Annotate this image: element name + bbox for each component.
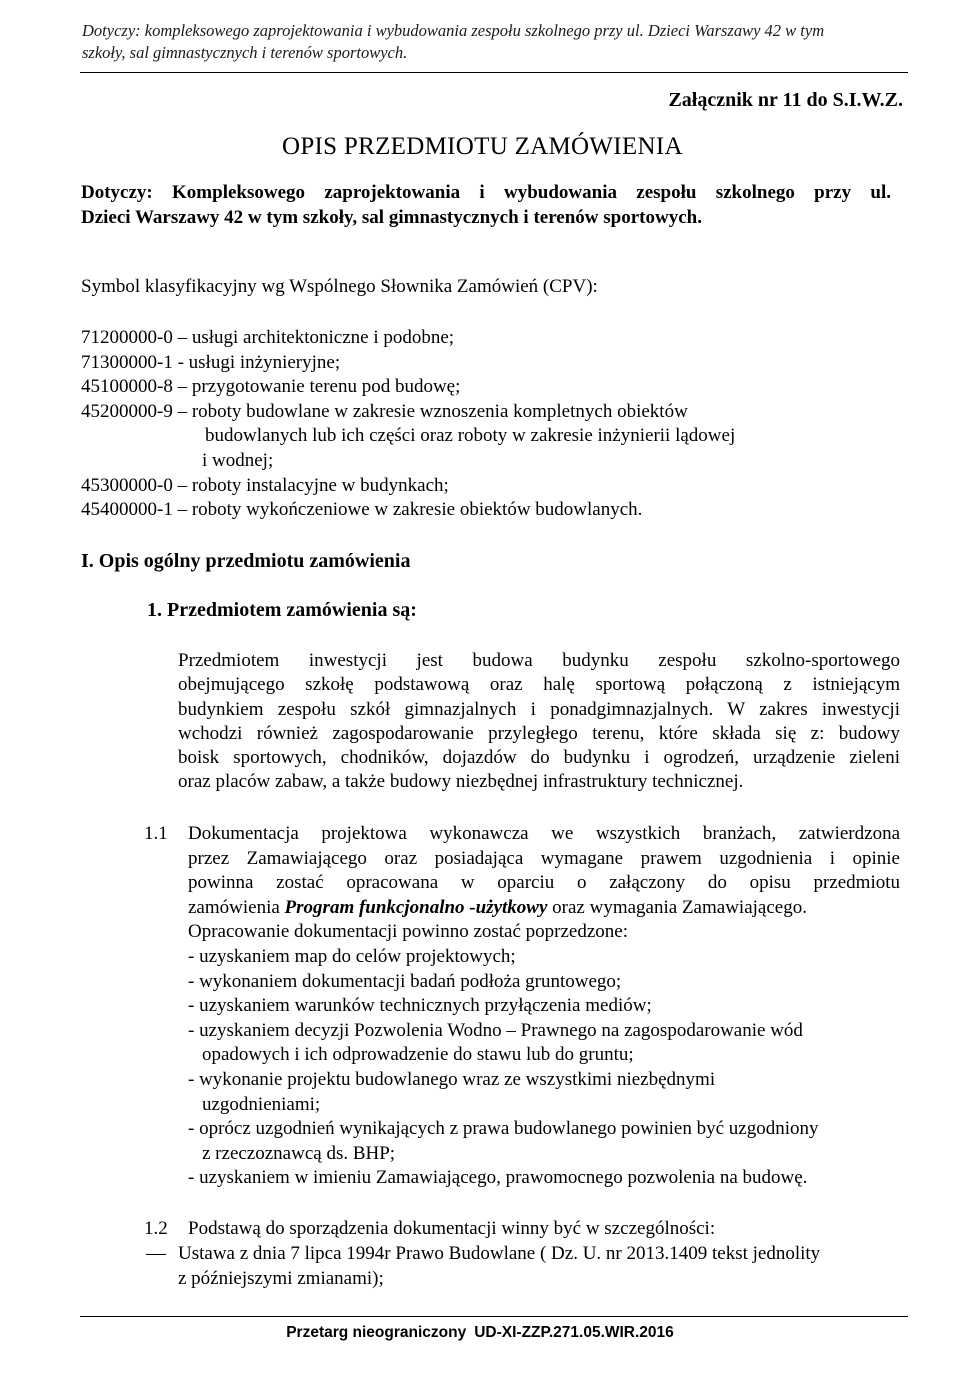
paragraph-line: wchodzi również zagospodarowanie przyległego terenu, które składa się z: budowy: [178, 722, 900, 744]
text-run: zamówienia: [188, 896, 285, 918]
cpv-item: 71200000-0 – usługi architektoniczne i podobne;: [81, 327, 455, 348]
running-header: [82, 20, 902, 64]
subsection-number: 1.2: [144, 1218, 168, 1239]
cpv-item-continuation: budowlanych lub ich części oraz roboty w zakresie inżynierii lądowej: [205, 425, 736, 447]
bullet-item: - uzyskaniem w imieniu Zamawiającego, prawomocnego pozwolenia na budowę.: [188, 1167, 808, 1189]
dash-bullet: [146, 1254, 166, 1291]
bullet-item: - oprócz uzgodnień wynikających z prawa budowlanego powinien być uzgodniony: [188, 1118, 819, 1140]
paragraph-line: Przedmiotem inwestycji jest budowa budynku zespołu szkolno-sportowego: [178, 650, 900, 671]
subsection-body: [188, 822, 900, 1191]
paragraph-line: budynkiem zespołu szkół gimnazjalnych i ponadgimnazjalnych. W zakres inwestycji: [178, 698, 900, 720]
legal-basis-list: [146, 1242, 906, 1291]
item-1-heading: 1. Przedmiotem zamówienia są:: [147, 599, 417, 621]
subsection-line: Dokumentacja projektowa wykonawcza we wszystkich branżach, zatwierdzona: [188, 823, 900, 844]
subsection-number: 1.1: [144, 823, 168, 844]
text-run: oraz wymagania Zamawiającego.: [547, 896, 807, 918]
description-paragraph: [178, 649, 900, 795]
subsection-body: [188, 1217, 900, 1242]
footer-reference-number: UD-XI-ZZP.271.05.WIR.2016: [474, 1324, 674, 1341]
bullet-item: - wykonaniem dokumentacji badań podłoża gruntowego;: [188, 970, 622, 992]
program-title-emphasis: Program funkcjonalno -użytkowy: [284, 896, 548, 918]
subsection-1-1: [144, 822, 900, 1191]
paragraph-line: oraz placów zabaw, a także budowy niezbędnej infrastruktury technicznej.: [178, 771, 744, 793]
cpv-item: 45300000-0 – roboty instalacyjne w budynkach;: [81, 474, 449, 496]
cpv-item: 45400000-1 – roboty wykończeniowe w zakresie obiektów budowlanych.: [81, 499, 643, 521]
subsection-line: powinna zostać opracowana w oparciu o załączony do opisu przedmiotu: [188, 872, 900, 894]
bullet-item-continuation: uzgodnieniami;: [202, 1093, 321, 1115]
bullet-item-continuation: z rzeczoznawcą ds. BHP;: [202, 1142, 396, 1164]
cpv-list: [81, 326, 735, 523]
cpv-heading: Symbol klasyfikacyjny wg Wspólnego Słownika Zamówień (CPV):: [81, 276, 598, 297]
bullet-item: - wykonanie projektu budowlanego wraz ze wszystkimi niezbędnymi: [188, 1068, 716, 1090]
header-rule: [80, 72, 908, 73]
paragraph-line: boisk sportowych, chodników, dojazdów do budynku i ogrodzeń, urządzenie zieleni: [178, 747, 900, 769]
subsection-line: Podstawą do sporządzenia dokumentacji winny być w szczególności:: [188, 1218, 716, 1239]
list-item-text: [178, 1242, 890, 1291]
list-item: [146, 1242, 906, 1291]
cpv-item: 71300000-1 - usługi inżynieryjne;: [81, 351, 341, 373]
running-header-line-1: Dotyczy: kompleksowego zaprojektowania i wybudowania zespołu szkolnego przy ul. Dzieci Warszawy 42 w tym: [82, 21, 825, 40]
list-item-line: z późniejszymi zmianami);: [178, 1267, 384, 1289]
page-footer: [0, 1324, 960, 1342]
subject-line-1: Dotyczy: Kompleksowego zaprojektowania i wybudowania zespołu szkolnego przy ul.: [81, 182, 891, 203]
document-title: OPIS PRZEDMIOTU ZAMÓWIENIA: [282, 133, 683, 160]
footer-rule: [80, 1316, 908, 1317]
bullet-item-continuation: opadowych i ich odprowadzenie do stawu lub do gruntu;: [202, 1044, 634, 1066]
subject-paragraph: [81, 180, 891, 230]
cpv-item: 45200000-9 – roboty budowlane w zakresie wznoszenia kompletnych obiektów: [81, 400, 688, 422]
bullet-item: - uzyskaniem map do celów projektowych;: [188, 945, 516, 967]
subsection-line: Opracowanie dokumentacji powinno zostać poprzedzone:: [188, 921, 629, 943]
paragraph-line: obejmującego szkołę podstawową oraz halę sportową połączoną z istniejącym: [178, 674, 900, 696]
section-heading: I. Opis ogólny przedmiotu zamówienia: [81, 550, 411, 572]
attachment-label: Załącznik nr 11 do S.I.W.Z.: [668, 89, 903, 111]
cpv-item-continuation: i wodnej;: [202, 449, 274, 471]
cpv-item: 45100000-8 – przygotowanie terenu pod budowę;: [81, 376, 461, 398]
subsection-1-2: [144, 1217, 900, 1242]
subsection-line: [188, 896, 900, 921]
bullet-item: - uzyskaniem decyzji Pozwolenia Wodno – Prawnego na zagospodarowanie wód: [188, 1019, 803, 1041]
subsection-line: przez Zamawiającego oraz posiadająca wymagane prawem uzgodnienia i opinie: [188, 847, 900, 869]
subject-line-2: Dzieci Warszawy 42 w tym szkoły, sal gimnastycznych i terenów sportowych.: [81, 207, 702, 228]
running-header-line-2: szkoły, sal gimnastycznych i terenów sportowych.: [82, 43, 408, 62]
list-item-line: Ustawa z dnia 7 lipca 1994r Prawo Budowlane ( Dz. U. nr 2013.1409 tekst jednolity: [178, 1243, 821, 1264]
footer-label: Przetarg nieograniczony: [286, 1324, 467, 1341]
bullet-item: - uzyskaniem warunków technicznych przyłączenia mediów;: [188, 995, 652, 1017]
